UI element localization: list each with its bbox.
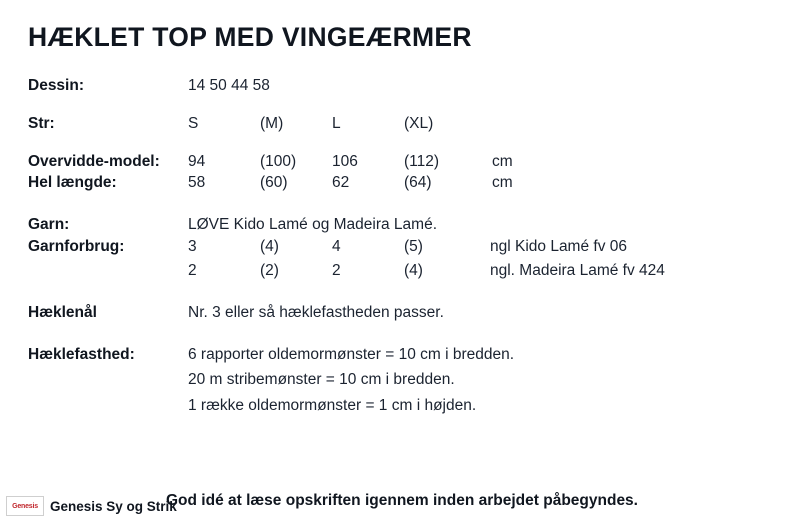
haeklenaal-label: Hæklenål (28, 303, 97, 321)
garnforbrug-row1-value-0: 2 (188, 261, 197, 279)
dessin-value: 14 50 44 58 (188, 77, 270, 94)
str-size-2: L (332, 114, 341, 132)
garnforbrug-row0-value-2: 4 (332, 238, 341, 256)
garnforbrug-row1-value-2: 2 (332, 261, 341, 279)
haeklenaal-value: Nr. 3 eller så hæklefastheden passer. (188, 303, 444, 321)
page-title: HÆKLET TOP MED VINGEÆRMER (28, 22, 472, 52)
garnforbrug-row1-value-3: (4) (404, 261, 423, 279)
field-row-garnforbrug-2 (28, 262, 776, 280)
garnforbrug-label: Garnforbrug: (28, 238, 125, 256)
field-row-garnforbrug (28, 238, 776, 256)
brand-watermark (6, 496, 177, 516)
garnforbrug-row0-value-0: 3 (188, 238, 197, 256)
overvidde-label: Overvidde-model: (28, 152, 160, 170)
garnforbrug-row0-value-1: (4) (260, 238, 279, 256)
haeklefasthed-line-0: 6 rapporter oldemormønster = 10 cm i bredden. (188, 345, 515, 363)
str-size-3: (XL) (404, 114, 434, 132)
haeklefasthed-line-2: 1 række oldemormønster = 1 cm i højden. (188, 397, 477, 415)
overvidde-value-0: 94 (188, 152, 206, 170)
garnforbrug-row1-value-1: (2) (260, 261, 279, 279)
garn-value: LØVE Kido Lamé og Madeira Lamé. (188, 216, 437, 234)
dessin-label: Dessin: (28, 77, 84, 94)
str-size-1: (M) (260, 114, 284, 132)
garnforbrug-row1-note: ngl. Madeira Lamé fv 424 (490, 261, 665, 279)
haeklefasthed-label: Hæklefasthed: (28, 345, 135, 363)
haeklefasthed-row-2 (28, 371, 776, 389)
hel-laengde-value-0: 58 (188, 174, 206, 192)
hel-laengde-value-1: (60) (260, 174, 288, 192)
haeklefasthed-row-3 (28, 397, 776, 415)
hel-laengde-value-2: 62 (332, 174, 350, 192)
overvidde-unit: cm (492, 152, 513, 170)
str-size-0: S (188, 114, 199, 132)
overvidde-value-3: (112) (404, 152, 440, 170)
garnforbrug-row0-note: ngl Kido Lamé fv 06 (490, 238, 628, 256)
field-row-garn (28, 216, 776, 234)
overvidde-value-1: (100) (260, 152, 297, 170)
field-row-hel-laengde (28, 174, 776, 192)
hel-laengde-unit: cm (492, 174, 513, 192)
brand-name: Genesis Sy og Strik (50, 498, 177, 514)
haeklefasthed-line-1: 20 m stribemønster = 10 cm i bredden. (188, 371, 455, 389)
field-row-dessin (28, 77, 776, 95)
field-row-overvidde (28, 153, 776, 171)
footer-note: God idé at læse opskriften igennem inden arbejdet påbegyndes. (166, 492, 638, 509)
field-row-haeklefasthed (28, 346, 776, 364)
field-row-str (28, 115, 776, 133)
overvidde-value-2: 106 (332, 152, 358, 170)
garnforbrug-row0-value-3: (5) (404, 238, 423, 256)
hel-laengde-value-3: (64) (404, 174, 432, 192)
str-label: Str: (28, 114, 55, 132)
field-row-haeklenaal (28, 304, 776, 322)
garn-label: Garn: (28, 216, 70, 234)
hel-laengde-label: Hel længde: (28, 174, 117, 192)
genesis-logo-icon: Genesis (6, 496, 44, 516)
